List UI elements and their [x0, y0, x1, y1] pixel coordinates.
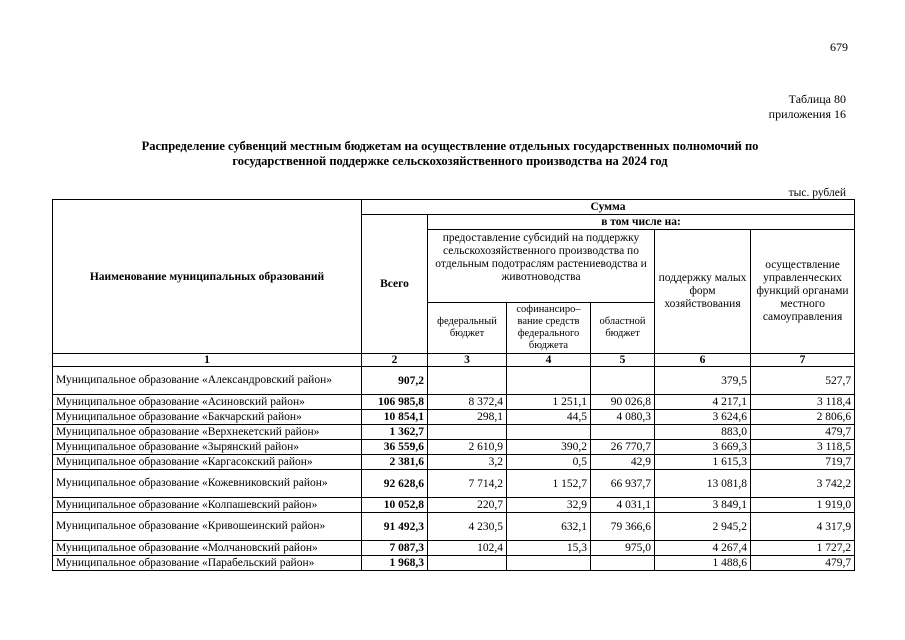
small-forms-cell: 13 081,8 — [655, 470, 751, 498]
regional-budget-cell: 4 080,3 — [591, 410, 655, 425]
municipality-name-cell: Муниципальное образование «Бакчарский район» — [53, 410, 362, 425]
table-row — [53, 425, 855, 440]
table-row — [53, 541, 855, 556]
federal-budget-cell: 7 714,2 — [428, 470, 507, 498]
header-regional: областной бюджет — [591, 303, 655, 354]
cofinancing-cell: 1 251,1 — [507, 395, 591, 410]
management-cell: 3 118,4 — [751, 395, 855, 410]
table-row — [53, 556, 855, 571]
header-subsidies: предоставление субсидий на поддержку сельскохозяйственного производства по отдельным подотраслям растениеводства и животноводства — [428, 230, 655, 303]
municipality-name-cell: Муниципальное образование «Александровский район» — [53, 367, 362, 395]
management-cell: 1 919,0 — [751, 498, 855, 513]
table-label: Таблица 80 — [788, 92, 846, 106]
table-reference — [640, 92, 846, 122]
header-management: осуществление управленческих функций органами местного самоуправления — [751, 230, 855, 354]
table-row — [53, 410, 855, 425]
regional-budget-cell: 26 770,7 — [591, 440, 655, 455]
total-cell: 10 052,8 — [362, 498, 428, 513]
header-total: Всего — [362, 215, 428, 354]
municipality-name-cell: Муниципальное образование «Колпашевский район» — [53, 498, 362, 513]
small-forms-cell: 883,0 — [655, 425, 751, 440]
column-number: 3 — [428, 354, 507, 367]
column-number: 4 — [507, 354, 591, 367]
management-cell: 719,7 — [751, 455, 855, 470]
management-cell: 3 118,5 — [751, 440, 855, 455]
cofinancing-cell: 15,3 — [507, 541, 591, 556]
cofinancing-cell: 632,1 — [507, 513, 591, 541]
municipality-name-cell: Муниципальное образование «Молчановский район» — [53, 541, 362, 556]
municipality-name-cell: Муниципальное образование «Кривошеинский район» — [53, 513, 362, 541]
small-forms-cell: 2 945,2 — [655, 513, 751, 541]
header-including: в том числе на: — [428, 215, 855, 230]
cofinancing-cell: 0,5 — [507, 455, 591, 470]
federal-budget-cell: 298,1 — [428, 410, 507, 425]
cofinancing-cell: 1 152,7 — [507, 470, 591, 498]
table-row — [53, 498, 855, 513]
regional-budget-cell: 90 026,8 — [591, 395, 655, 410]
municipality-name-cell: Муниципальное образование «Каргасокский район» — [53, 455, 362, 470]
federal-budget-cell: 220,7 — [428, 498, 507, 513]
page-number: 679 — [830, 40, 848, 54]
total-cell: 907,2 — [362, 367, 428, 395]
title-line-2: государственной поддержке сельскохозяйственного производства на 2024 год — [232, 154, 668, 168]
table-row — [53, 455, 855, 470]
federal-budget-cell: 102,4 — [428, 541, 507, 556]
column-number: 1 — [53, 354, 362, 367]
regional-budget-cell: 79 366,6 — [591, 513, 655, 541]
cofinancing-cell — [507, 425, 591, 440]
header-small-forms: поддержку малых форм хозяйствования — [655, 230, 751, 354]
small-forms-cell: 1 488,6 — [655, 556, 751, 571]
regional-budget-cell: 4 031,1 — [591, 498, 655, 513]
regional-budget-cell: 66 937,7 — [591, 470, 655, 498]
regional-budget-cell — [591, 556, 655, 571]
table-row — [53, 440, 855, 455]
regional-budget-cell — [591, 425, 655, 440]
total-cell: 36 559,6 — [362, 440, 428, 455]
federal-budget-cell: 4 230,5 — [428, 513, 507, 541]
header-cofinancing: софинансиро– вание средств федерального бюджета — [507, 303, 591, 354]
small-forms-cell: 1 615,3 — [655, 455, 751, 470]
regional-budget-cell — [591, 367, 655, 395]
total-cell: 106 985,8 — [362, 395, 428, 410]
appendix-label: приложения 16 — [768, 107, 846, 121]
table-row — [53, 513, 855, 541]
small-forms-cell: 3 849,1 — [655, 498, 751, 513]
table-row — [53, 367, 855, 395]
municipality-name-cell: Муниципальное образование «Парабельский район» — [53, 556, 362, 571]
document-title — [60, 139, 840, 169]
federal-budget-cell: 8 372,4 — [428, 395, 507, 410]
small-forms-cell: 4 217,1 — [655, 395, 751, 410]
municipality-name-cell: Муниципальное образование «Верхнекетский район» — [53, 425, 362, 440]
federal-budget-cell — [428, 556, 507, 571]
regional-budget-cell: 42,9 — [591, 455, 655, 470]
management-cell: 3 742,2 — [751, 470, 855, 498]
regional-budget-cell: 975,0 — [591, 541, 655, 556]
total-cell: 1 968,3 — [362, 556, 428, 571]
table-body — [53, 367, 855, 571]
total-cell: 10 854,1 — [362, 410, 428, 425]
management-cell: 527,7 — [751, 367, 855, 395]
table-row — [53, 470, 855, 498]
management-cell: 479,7 — [751, 425, 855, 440]
table-row — [53, 395, 855, 410]
header-sum: Сумма — [362, 200, 855, 215]
cofinancing-cell — [507, 556, 591, 571]
federal-budget-cell: 3,2 — [428, 455, 507, 470]
column-number: 6 — [655, 354, 751, 367]
header-federal: федеральный бюджет — [428, 303, 507, 354]
municipality-name-cell: Муниципальное образование «Кожевниковский район» — [53, 470, 362, 498]
subventions-table — [52, 199, 855, 571]
total-cell: 92 628,6 — [362, 470, 428, 498]
total-cell: 7 087,3 — [362, 541, 428, 556]
header-name: Наименование муниципальных образований — [53, 200, 362, 354]
management-cell: 479,7 — [751, 556, 855, 571]
management-cell: 2 806,6 — [751, 410, 855, 425]
cofinancing-cell: 44,5 — [507, 410, 591, 425]
column-number: 7 — [751, 354, 855, 367]
units-label: тыс. рублей — [788, 187, 846, 199]
total-cell: 1 362,7 — [362, 425, 428, 440]
total-cell: 91 492,3 — [362, 513, 428, 541]
management-cell: 4 317,9 — [751, 513, 855, 541]
small-forms-cell: 3 624,6 — [655, 410, 751, 425]
municipality-name-cell: Муниципальное образование «Зырянский район» — [53, 440, 362, 455]
column-number: 5 — [591, 354, 655, 367]
cofinancing-cell: 32,9 — [507, 498, 591, 513]
title-line-1: Распределение субвенций местным бюджетам на осуществление отдельных государственных полномочий по — [141, 139, 759, 153]
small-forms-cell: 4 267,4 — [655, 541, 751, 556]
column-number: 2 — [362, 354, 428, 367]
municipality-name-cell: Муниципальное образование «Асиновский район» — [53, 395, 362, 410]
small-forms-cell: 3 669,3 — [655, 440, 751, 455]
federal-budget-cell — [428, 425, 507, 440]
cofinancing-cell: 390,2 — [507, 440, 591, 455]
small-forms-cell: 379,5 — [655, 367, 751, 395]
federal-budget-cell: 2 610,9 — [428, 440, 507, 455]
management-cell: 1 727,2 — [751, 541, 855, 556]
total-cell: 2 381,6 — [362, 455, 428, 470]
federal-budget-cell — [428, 367, 507, 395]
cofinancing-cell — [507, 367, 591, 395]
